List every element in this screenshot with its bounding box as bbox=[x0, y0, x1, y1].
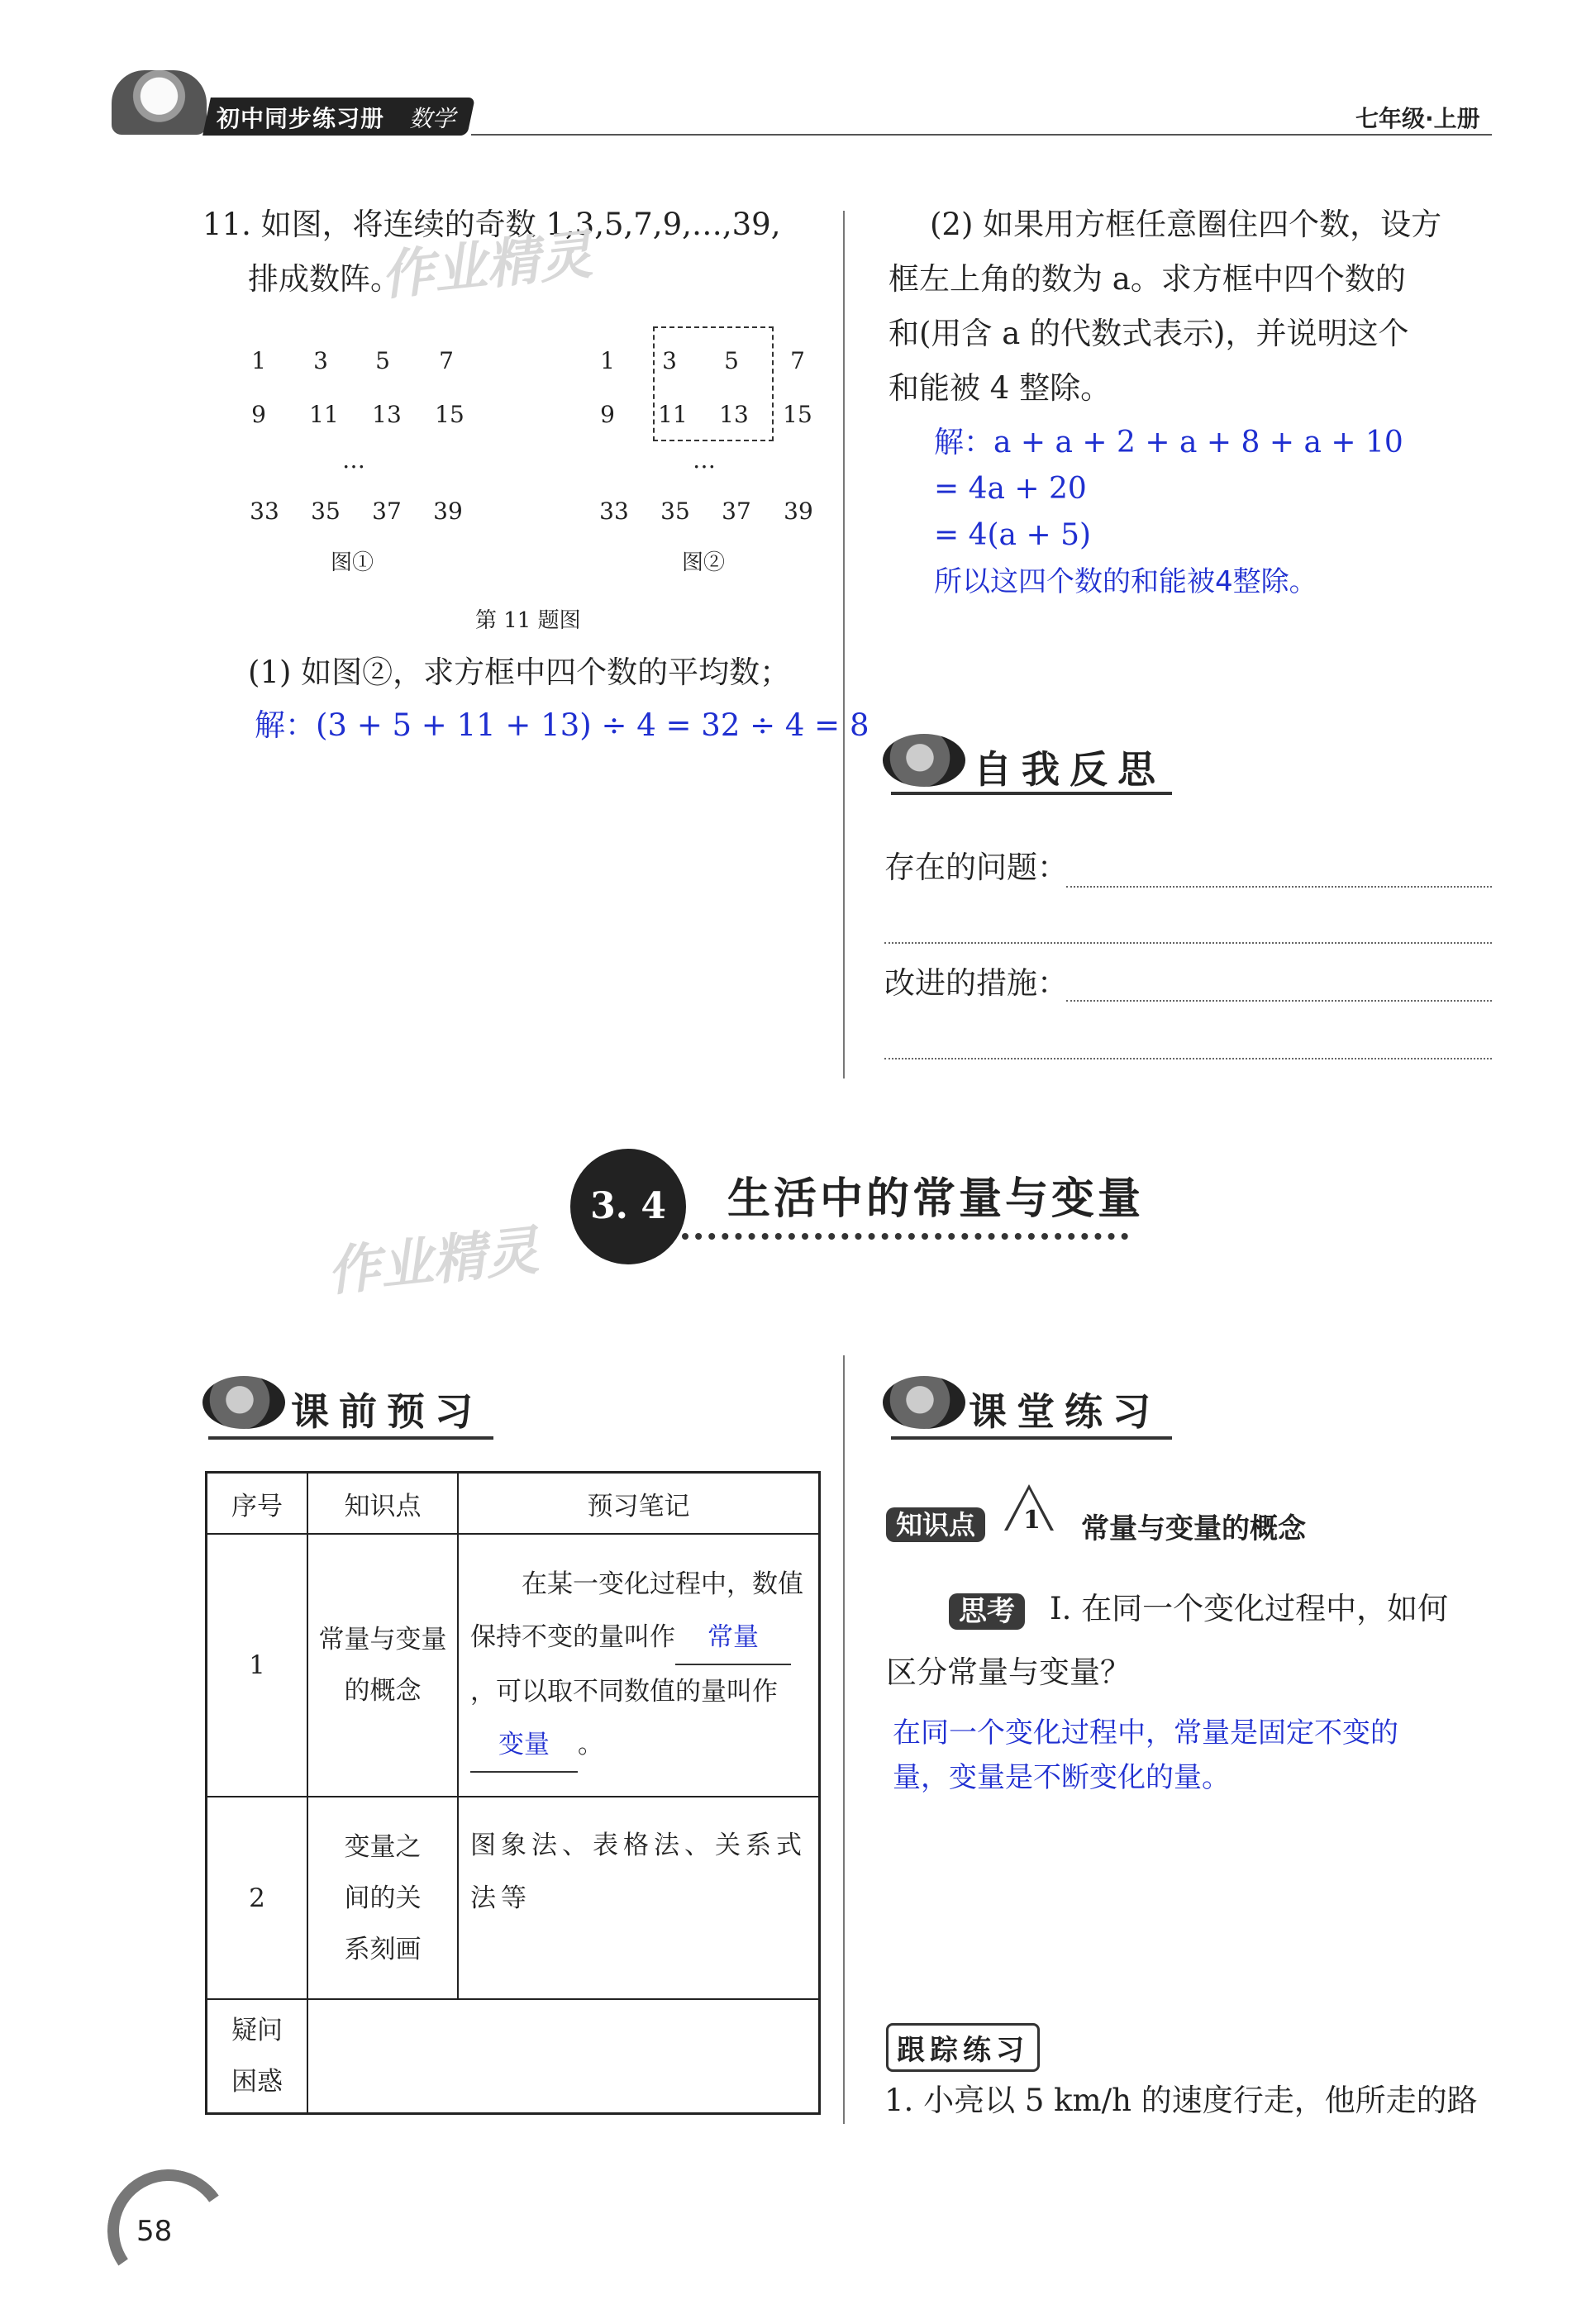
q11-part2-answer bbox=[934, 420, 1403, 605]
header-cell: 序号 bbox=[207, 1473, 308, 1535]
improve-line-2[interactable] bbox=[884, 1058, 1492, 1059]
q11-part2-line: (2) 如果用方框任意圈住四个数，设方 bbox=[930, 207, 1442, 242]
row-note: 图象法、表格法、关系式法等 bbox=[458, 1797, 820, 1999]
answer-line: = 4a + 20 bbox=[934, 472, 1087, 506]
header-rule bbox=[471, 134, 1492, 136]
grid-cell: 1 bbox=[251, 347, 266, 374]
knowledge-title: 常量与变量的概念 bbox=[1081, 1512, 1306, 1545]
grid-ellipsis: … bbox=[693, 446, 716, 474]
grade-label: 七年级·上册 bbox=[1355, 105, 1480, 132]
grid-cell: 9 bbox=[251, 401, 266, 428]
answer-line: 所以这四个数的和能被4整除。 bbox=[934, 565, 1317, 598]
grid-cell: 13 bbox=[372, 401, 402, 428]
subject-label: 数学 bbox=[409, 105, 456, 132]
chapter-title: 生活中的常量与变量 bbox=[727, 1174, 1145, 1224]
reflection-icon bbox=[883, 734, 965, 787]
q11-stem-line2: 排成数阵。 bbox=[248, 261, 401, 297]
table-row bbox=[207, 1534, 820, 1797]
question-line2: 区分常量与变量？ bbox=[886, 1655, 1131, 1690]
figure-caption: 第 11 题图 bbox=[475, 608, 581, 633]
figure-2-label: 图② bbox=[682, 550, 726, 575]
table-header-row bbox=[207, 1473, 820, 1535]
q11-stem-line1: 11. 如图，将连续的奇数 1,3,5,7,9,…,39, bbox=[202, 207, 781, 242]
grid-cell: 39 bbox=[784, 498, 813, 525]
improve-line[interactable] bbox=[1066, 1000, 1492, 1002]
knowledge-tag-wrap bbox=[886, 1504, 985, 1542]
follow-tag: 跟踪练习 bbox=[886, 2023, 1040, 2072]
watermark: 作业精灵 bbox=[378, 224, 595, 308]
q11-part1-answer: 解：(3 + 5 + 11 + 13) ÷ 4 = 32 ÷ 4 = 8 bbox=[255, 707, 869, 743]
watermark: 作业精灵 bbox=[324, 1220, 541, 1304]
note-text: 。 bbox=[578, 1730, 603, 1759]
row-number: 2 bbox=[207, 1797, 308, 1999]
classwork-title: 课堂练习 bbox=[969, 1389, 1160, 1434]
book-logo-icon bbox=[112, 70, 207, 135]
note-text: 在某一变化过程中，数值保持不变的量叫作 bbox=[470, 1569, 803, 1652]
preview-table bbox=[205, 1471, 821, 2115]
think-tag: 思考 bbox=[949, 1593, 1025, 1630]
row-label: 疑问困惑 bbox=[207, 1999, 308, 2113]
preview-title: 课前预习 bbox=[291, 1389, 483, 1434]
preview-underline bbox=[208, 1436, 493, 1440]
grid-cell: 37 bbox=[372, 498, 402, 525]
grid-cell: 39 bbox=[433, 498, 463, 525]
column-divider-lower bbox=[843, 1355, 845, 2124]
reflection-title: 自我反思 bbox=[974, 747, 1165, 792]
classwork-answer bbox=[893, 1711, 1398, 1800]
knowledge-number: 1 bbox=[1023, 1506, 1041, 1535]
grid-cell: 33 bbox=[250, 498, 279, 525]
grid-cell: 3 bbox=[313, 347, 328, 374]
follow-question-1: 1. 小亮以 5 km/h 的速度行走，他所走的路 bbox=[884, 2083, 1478, 2118]
grid-cell: 5 bbox=[724, 347, 739, 374]
reflection-underline bbox=[891, 792, 1172, 795]
table-row bbox=[207, 1999, 820, 2113]
grid-cell: 7 bbox=[790, 347, 805, 374]
question-line1: Ⅰ. 在同一个变化过程中，如何 bbox=[1050, 1591, 1449, 1626]
table-row bbox=[207, 1797, 820, 1999]
q11-part2-line: 和(用含 a 的代数式表示)，并说明这个 bbox=[889, 316, 1409, 351]
problems-line-2[interactable] bbox=[884, 942, 1492, 944]
grid-cell: 35 bbox=[660, 498, 690, 525]
answer-blank[interactable]: 变量 bbox=[470, 1718, 578, 1773]
classwork-icon bbox=[883, 1376, 965, 1429]
grid-cell: 15 bbox=[783, 401, 812, 428]
answer-line: 在同一个变化过程中，常量是固定不变的 bbox=[893, 1716, 1398, 1750]
grid-cell: 9 bbox=[600, 401, 615, 428]
row-number: 1 bbox=[207, 1534, 308, 1797]
note-text: ，可以取不同数值的量叫作 bbox=[470, 1677, 778, 1707]
grid-cell: 5 bbox=[375, 347, 390, 374]
grid-cell: 37 bbox=[722, 498, 751, 525]
header-cell: 知识点 bbox=[307, 1473, 458, 1535]
row-topic: 常量与变量的概念 bbox=[307, 1534, 458, 1797]
classwork-underline bbox=[891, 1436, 1172, 1440]
answer-line: 量，变量是不断变化的量。 bbox=[893, 1761, 1230, 1794]
q11-part1-question: (1) 如图②，求方框中四个数的平均数； bbox=[248, 655, 791, 690]
grid-cell: 3 bbox=[662, 347, 677, 374]
improve-label: 改进的措施： bbox=[884, 965, 1068, 1001]
grid-cell: 11 bbox=[658, 401, 688, 428]
chapter-dots bbox=[682, 1233, 1128, 1240]
grid-ellipsis: … bbox=[342, 446, 365, 474]
grid-cell: 13 bbox=[719, 401, 749, 428]
think-tag-wrap bbox=[949, 1588, 1025, 1629]
grid-cell: 15 bbox=[435, 401, 465, 428]
row-note bbox=[458, 1534, 820, 1797]
problems-label: 存在的问题： bbox=[884, 850, 1068, 885]
book-title: 初中同步练习册 bbox=[217, 105, 385, 132]
knowledge-tag: 知识点 bbox=[886, 1507, 985, 1542]
answer-line: = 4(a + 5) bbox=[934, 518, 1092, 552]
answer-line: 解：a + a + 2 + a + 8 + a + 10 bbox=[934, 426, 1403, 459]
figure-1-label: 图① bbox=[331, 550, 374, 575]
chapter-number: 3. 4 bbox=[570, 1149, 686, 1264]
questions-cell[interactable] bbox=[307, 1999, 820, 2113]
grid-cell: 35 bbox=[311, 498, 341, 525]
grid-cell: 1 bbox=[600, 347, 615, 374]
preview-icon bbox=[202, 1376, 285, 1429]
q11-part2-line: 框左上角的数为 a。求方框中四个数的 bbox=[889, 261, 1406, 297]
grid-cell: 33 bbox=[599, 498, 629, 525]
q11-part2-line: 和能被 4 整除。 bbox=[889, 370, 1112, 406]
header-cell: 预习笔记 bbox=[458, 1473, 820, 1535]
row-topic: 变量之间的关系刻画 bbox=[307, 1797, 458, 1999]
problems-line[interactable] bbox=[1066, 886, 1492, 888]
page-number: 58 bbox=[136, 2215, 173, 2248]
answer-blank[interactable]: 常量 bbox=[675, 1611, 791, 1665]
column-divider bbox=[843, 211, 845, 1078]
grid-cell: 11 bbox=[309, 401, 339, 428]
grid-cell: 7 bbox=[439, 347, 454, 374]
